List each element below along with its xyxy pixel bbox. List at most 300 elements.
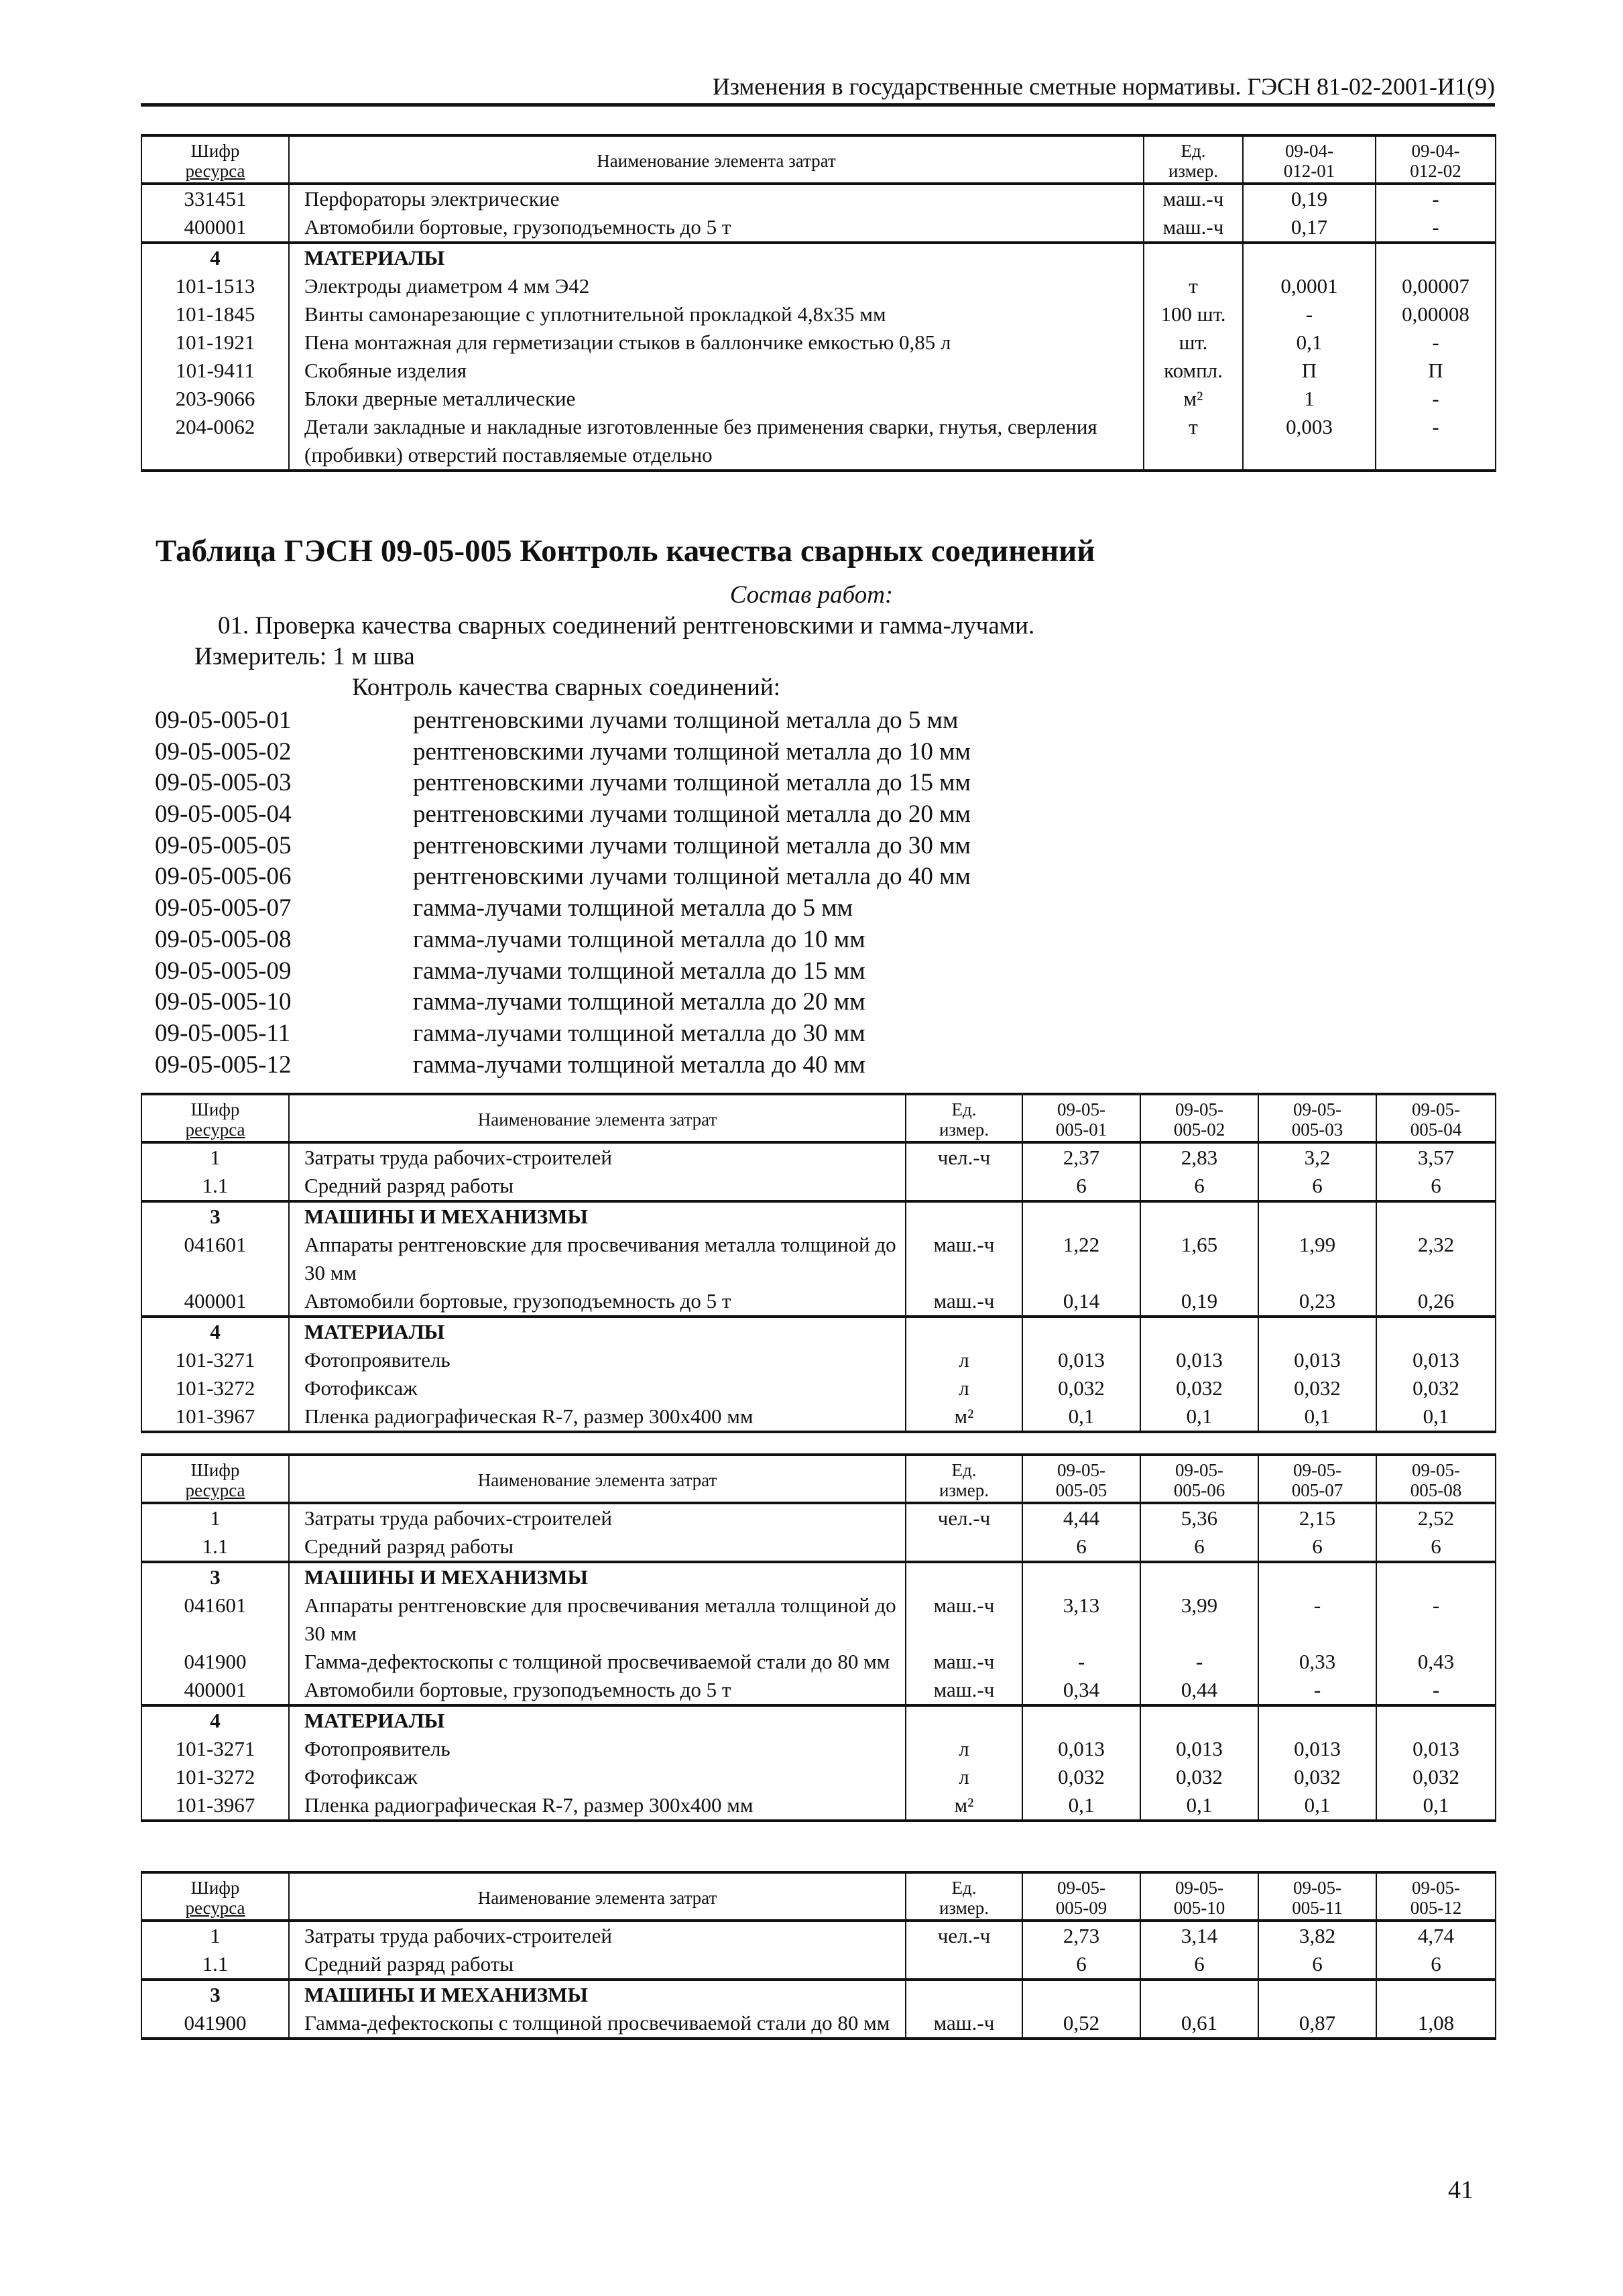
header-norm-line2: 005-07 — [1291, 1480, 1343, 1500]
resource-name: МАШИНЫ И МЕХАНИЗМЫ — [289, 1562, 906, 1591]
value-cell: 0,032 — [1258, 1374, 1376, 1402]
section-row — [141, 1201, 1496, 1231]
value-cell: - — [1243, 300, 1376, 328]
table-row — [141, 1921, 1496, 1950]
table-row — [141, 328, 1496, 357]
header-norm-line1: 09-04- — [1411, 141, 1460, 161]
value-cell: 6 — [1376, 1950, 1496, 1980]
header-norm-line1: 09-05- — [1175, 1099, 1223, 1120]
value-cell: 0,003 — [1243, 413, 1376, 471]
value-cell: 0,032 — [1022, 1374, 1140, 1402]
header-norm-code — [1258, 1872, 1376, 1921]
resource-name: Фотофиксаж — [289, 1763, 906, 1791]
header-norm-line1: 09-05- — [1412, 1878, 1460, 1898]
value-cell: 1,22 — [1022, 1231, 1140, 1287]
value-cell: 4,74 — [1376, 1921, 1496, 1950]
resource-name: Электроды диаметром 4 мм Э42 — [289, 272, 1144, 300]
table-row — [141, 385, 1496, 413]
unit-cell — [906, 1980, 1022, 2009]
table-row — [141, 1676, 1496, 1705]
unit-cell — [906, 1950, 1022, 1980]
norm-code: 09-05-005-11 — [155, 1019, 291, 1047]
value-cell: - — [1376, 1676, 1496, 1705]
resource-code: 3 — [141, 1980, 289, 2009]
header-name: Наименование элемента затрат — [289, 1872, 906, 1921]
resource-code: 1 — [141, 1921, 289, 1950]
header-norm-line2: 005-02 — [1173, 1120, 1225, 1140]
unit-cell: м² — [906, 1402, 1022, 1432]
table-row — [141, 1142, 1496, 1172]
header-norm-line2: 005-12 — [1410, 1898, 1462, 1918]
norm-item — [155, 893, 971, 924]
header-norm-code — [1376, 1872, 1496, 1921]
value-cell: - — [1258, 1591, 1376, 1648]
resource-name: Перфораторы электрические — [289, 184, 1144, 213]
resource-code: 1 — [141, 1503, 289, 1532]
header-code-line2: ресурса — [185, 1480, 245, 1500]
header-code — [141, 135, 289, 184]
table-row — [141, 1532, 1496, 1562]
value-cell — [1376, 1317, 1496, 1346]
resource-name: Автомобили бортовые, грузоподъемность до 5 т — [289, 1676, 906, 1705]
resource-table-09-05-005-01-04 — [141, 1093, 1496, 1433]
resource-name: Затраты труда рабочих-строителей — [289, 1921, 906, 1950]
resource-code: 4 — [141, 1705, 289, 1735]
unit-cell: т — [1144, 272, 1243, 300]
header-row — [141, 1094, 1496, 1142]
resource-code: 041601 — [141, 1231, 289, 1287]
unit-cell — [906, 1705, 1022, 1735]
header-code — [141, 1094, 289, 1142]
unit-cell: л — [906, 1735, 1022, 1763]
header-norm-code — [1243, 135, 1376, 184]
norm-item — [155, 1018, 971, 1050]
value-cell: 0,43 — [1376, 1648, 1496, 1676]
value-cell: 0,013 — [1258, 1735, 1376, 1763]
norm-description: рентгеновскими лучами толщиной металла до 40 мм — [413, 863, 971, 891]
table-row — [141, 1172, 1496, 1201]
value-cell: 0,1 — [1022, 1402, 1140, 1432]
value-cell: 0,013 — [1022, 1346, 1140, 1374]
table-row — [141, 1346, 1496, 1374]
value-cell: 0,17 — [1243, 213, 1376, 243]
value-cell: 0,61 — [1140, 2009, 1258, 2039]
norm-description: гамма-лучами толщиной металла до 10 мм — [413, 925, 865, 953]
resource-name: Средний разряд работы — [289, 1950, 906, 1980]
header-norm-line2: 005-03 — [1291, 1120, 1343, 1140]
value-cell: 0,19 — [1140, 1287, 1258, 1317]
value-cell: - — [1140, 1648, 1258, 1676]
norm-item — [155, 1050, 971, 1081]
resource-code: 400001 — [141, 1287, 289, 1317]
value-cell: 2,32 — [1376, 1231, 1496, 1287]
header-norm-line1: 09-05- — [1057, 1099, 1105, 1120]
norm-item — [155, 737, 971, 768]
resource-code: 3 — [141, 1201, 289, 1231]
header-norm-line2: 012-02 — [1410, 161, 1461, 181]
unit-cell — [906, 1562, 1022, 1591]
unit-cell — [906, 1172, 1022, 1201]
header-norm-line1: 09-05- — [1412, 1099, 1460, 1120]
unit-cell: шт. — [1144, 328, 1243, 357]
value-cell: 0,013 — [1140, 1735, 1258, 1763]
value-cell: 3,2 — [1258, 1142, 1376, 1172]
composition-label: Состав работ: — [729, 581, 894, 609]
header-norm-line2: 005-10 — [1173, 1898, 1225, 1918]
norm-item — [155, 956, 971, 987]
value-cell: 0,1 — [1376, 1402, 1496, 1432]
norm-code: 09-05-005-09 — [155, 957, 292, 985]
norm-description: гамма-лучами толщиной металла до 5 мм — [413, 894, 853, 922]
resource-code: 041900 — [141, 2009, 289, 2039]
value-cell — [1376, 1705, 1496, 1735]
resource-code: 101-3272 — [141, 1763, 289, 1791]
resource-name: Гамма-дефектоскопы с толщиной просвечиваемой стали до 80 мм — [289, 1648, 906, 1676]
table-row — [141, 1648, 1496, 1676]
resource-name: Автомобили бортовые, грузоподъемность до 5 т — [289, 1287, 906, 1317]
value-cell: 2,73 — [1022, 1921, 1140, 1950]
value-cell — [1376, 243, 1496, 272]
value-cell: 0,013 — [1140, 1346, 1258, 1374]
unit-cell: маш.-ч — [906, 1676, 1022, 1705]
norm-code: 09-05-005-03 — [155, 769, 292, 797]
header-norm-line1: 09-05- — [1057, 1878, 1105, 1898]
value-cell — [1022, 1705, 1140, 1735]
value-cell: 0,87 — [1258, 2009, 1376, 2039]
unit-cell: маш.-ч — [906, 1287, 1022, 1317]
resource-name: Затраты труда рабочих-строителей — [289, 1503, 906, 1532]
resource-code: 3 — [141, 1562, 289, 1591]
norm-description: гамма-лучами толщиной металла до 20 мм — [413, 988, 865, 1016]
header-unit-line2: измер. — [1168, 161, 1219, 181]
value-cell: - — [1376, 328, 1496, 357]
resource-code: 4 — [141, 1317, 289, 1346]
resource-table-09-05-005-09-12 — [141, 1871, 1496, 2040]
resource-name: МАТЕРИАЛЫ — [289, 243, 1144, 272]
value-cell: 0,00008 — [1376, 300, 1496, 328]
value-cell: 0,1 — [1022, 1791, 1140, 1821]
value-cell: 3,57 — [1376, 1142, 1496, 1172]
header-row — [141, 135, 1496, 184]
header-row — [141, 1872, 1496, 1921]
unit-cell: маш.-ч — [906, 1231, 1022, 1287]
norm-item — [155, 987, 971, 1018]
norm-code: 09-05-005-06 — [155, 863, 292, 891]
value-cell: 6 — [1022, 1950, 1140, 1980]
value-cell: 0,032 — [1140, 1763, 1258, 1791]
value-cell: 6 — [1140, 1950, 1258, 1980]
value-cell: 0,013 — [1376, 1735, 1496, 1763]
unit-cell: компл. — [1144, 357, 1243, 385]
header-norm-code — [1258, 1455, 1376, 1503]
header-code-line1: Шифр — [190, 1878, 240, 1898]
header-norm-line2: 005-08 — [1410, 1480, 1462, 1500]
value-cell: 0,013 — [1376, 1346, 1496, 1374]
unit-cell — [1144, 243, 1243, 272]
header-norm-code — [1140, 1455, 1258, 1503]
resource-name: Винты самонарезающие с уплотнительной прокладкой 4,8х35 мм — [289, 300, 1144, 328]
page-number: 41 — [1448, 2176, 1474, 2204]
resource-code: 101-3967 — [141, 1791, 289, 1821]
header-unit-line2: измер. — [939, 1480, 989, 1500]
header-unit-line2: измер. — [939, 1120, 989, 1140]
value-cell: 6 — [1258, 1950, 1376, 1980]
norm-code: 09-05-005-08 — [155, 925, 292, 953]
value-cell: 3,14 — [1140, 1921, 1258, 1950]
unit-cell — [906, 1317, 1022, 1346]
header-unit — [906, 1094, 1022, 1142]
norm-item — [155, 799, 971, 831]
resource-table-09-04-012 — [141, 134, 1496, 472]
value-cell: 0,26 — [1376, 1287, 1496, 1317]
resource-name: Средний разряд работы — [289, 1532, 906, 1562]
resource-code: 101-3272 — [141, 1374, 289, 1402]
table-row — [141, 1402, 1496, 1432]
table-row — [141, 2009, 1496, 2039]
table-row — [141, 213, 1496, 243]
value-cell: 0,032 — [1140, 1374, 1258, 1402]
header-code-line2: ресурса — [185, 1120, 245, 1140]
value-cell — [1022, 1317, 1140, 1346]
value-cell: 1,08 — [1376, 2009, 1496, 2039]
resource-name: МАШИНЫ И МЕХАНИЗМЫ — [289, 1980, 906, 2009]
table-row — [141, 1231, 1496, 1287]
section-row — [141, 243, 1496, 272]
header-norm-code — [1022, 1455, 1140, 1503]
norm-item — [155, 861, 971, 893]
header-name: Наименование элемента затрат — [289, 135, 1144, 184]
resource-name: МАШИНЫ И МЕХАНИЗМЫ — [289, 1201, 906, 1231]
section-row — [141, 1562, 1496, 1591]
value-cell: 2,52 — [1376, 1503, 1496, 1532]
resource-table-09-05-005-05-08 — [141, 1453, 1496, 1822]
header-unit — [906, 1872, 1022, 1921]
header-unit-line1: Ед. — [1181, 141, 1206, 161]
resource-name: Средний разряд работы — [289, 1172, 906, 1201]
unit-cell: л — [906, 1374, 1022, 1402]
value-cell — [1376, 1562, 1496, 1591]
resource-name: Блоки дверные металлические — [289, 385, 1144, 413]
table-row — [141, 1791, 1496, 1821]
value-cell: 0,1 — [1140, 1791, 1258, 1821]
value-cell — [1243, 243, 1376, 272]
value-cell: 2,37 — [1022, 1142, 1140, 1172]
resource-code: 331451 — [141, 184, 289, 213]
unit-cell: маш.-ч — [906, 1591, 1022, 1648]
norm-description: рентгеновскими лучами толщиной металла до 20 мм — [413, 800, 971, 829]
value-cell: 0,1 — [1140, 1402, 1258, 1432]
header-norm-line2: 005-05 — [1055, 1480, 1107, 1500]
value-cell: 6 — [1022, 1532, 1140, 1562]
resource-code: 101-1513 — [141, 272, 289, 300]
section-row — [141, 1980, 1496, 2009]
header-norm-line1: 09-05- — [1412, 1460, 1460, 1480]
value-cell: 0,032 — [1376, 1374, 1496, 1402]
value-cell: 0,032 — [1258, 1763, 1376, 1791]
value-cell: 0,1 — [1258, 1791, 1376, 1821]
value-cell — [1140, 1562, 1258, 1591]
resource-code: 400001 — [141, 1676, 289, 1705]
value-cell — [1140, 1201, 1258, 1231]
norm-item — [155, 768, 971, 799]
header-norm-line1: 09-05- — [1293, 1878, 1341, 1898]
header-unit-line2: измер. — [939, 1898, 989, 1918]
value-cell: П — [1376, 357, 1496, 385]
table-row — [141, 1503, 1496, 1532]
measure-unit: Измеритель: 1 м шва — [194, 643, 415, 670]
resource-name: МАТЕРИАЛЫ — [289, 1705, 906, 1735]
unit-cell: т — [1144, 413, 1243, 471]
table-row — [141, 413, 1496, 471]
running-header: Изменения в государственные сметные нормативы. ГЭСН 81-02-2001-И1(9) — [141, 72, 1495, 107]
unit-cell: л — [906, 1346, 1022, 1374]
unit-cell: чел.-ч — [906, 1921, 1022, 1950]
section-row — [141, 1317, 1496, 1346]
value-cell — [1022, 1201, 1140, 1231]
unit-cell: м² — [1144, 385, 1243, 413]
header-norm-code — [1376, 135, 1496, 184]
value-cell: 0,19 — [1243, 184, 1376, 213]
header-norm-line1: 09-05- — [1175, 1878, 1223, 1898]
norm-code: 09-05-005-02 — [155, 737, 292, 766]
value-cell: 3,82 — [1258, 1921, 1376, 1950]
resource-name: МАТЕРИАЛЫ — [289, 1317, 906, 1346]
value-cell: 0,33 — [1258, 1648, 1376, 1676]
table-row — [141, 272, 1496, 300]
value-cell: 0,013 — [1022, 1735, 1140, 1763]
header-code-line2: ресурса — [185, 1898, 245, 1918]
value-cell: 6 — [1022, 1172, 1140, 1201]
header-norm-line1: 09-05- — [1175, 1460, 1223, 1480]
value-cell: - — [1258, 1676, 1376, 1705]
header-name: Наименование элемента затрат — [289, 1455, 906, 1503]
value-cell: - — [1376, 385, 1496, 413]
unit-cell — [906, 1201, 1022, 1231]
header-code-line1: Шифр — [190, 141, 240, 161]
resource-code: 203-9066 — [141, 385, 289, 413]
section-title: Таблица ГЭСН 09-05-005 Контроль качества сварных соединений — [156, 534, 1095, 568]
value-cell — [1140, 1317, 1258, 1346]
resource-name: Фотофиксаж — [289, 1374, 906, 1402]
value-cell: 0,1 — [1376, 1791, 1496, 1821]
norm-description: рентгеновскими лучами толщиной металла до 30 мм — [413, 831, 971, 859]
value-cell: 6 — [1140, 1532, 1258, 1562]
resource-name: Детали закладные и накладные изготовленные без применения сварки, гнутья, сверления (пробивки) отверстий поставляемые отдельно — [289, 413, 1144, 471]
header-unit — [906, 1455, 1022, 1503]
value-cell — [1258, 1980, 1376, 2009]
value-cell: 0,1 — [1258, 1402, 1376, 1432]
value-cell — [1258, 1201, 1376, 1231]
norm-item — [155, 831, 971, 862]
unit-cell: м² — [906, 1791, 1022, 1821]
resource-name: Автомобили бортовые, грузоподъемность до 5 т — [289, 213, 1144, 243]
header-norm-code — [1258, 1094, 1376, 1142]
value-cell: 0,44 — [1140, 1676, 1258, 1705]
header-code-line2: ресурса — [185, 161, 245, 181]
table-row — [141, 184, 1496, 213]
header-norm-line1: 09-04- — [1285, 141, 1333, 161]
header-norm-line2: 012-01 — [1283, 161, 1335, 181]
header-norm-line2: 005-09 — [1055, 1898, 1107, 1918]
unit-cell: маш.-ч — [906, 1648, 1022, 1676]
value-cell: 0,14 — [1022, 1287, 1140, 1317]
norm-code: 09-05-005-04 — [155, 800, 292, 829]
resource-code: 1.1 — [141, 1950, 289, 1980]
norm-code: 09-05-005-05 — [155, 831, 292, 859]
resource-code: 1.1 — [141, 1172, 289, 1201]
value-cell: 0,032 — [1376, 1763, 1496, 1791]
value-cell: П — [1243, 357, 1376, 385]
header-norm-line1: 09-05- — [1293, 1099, 1341, 1120]
table-row — [141, 1763, 1496, 1791]
header-norm-line1: 09-05- — [1057, 1460, 1105, 1480]
header-norm-code — [1022, 1094, 1140, 1142]
resource-code: 400001 — [141, 213, 289, 243]
header-name: Наименование элемента затрат — [289, 1094, 906, 1142]
table-row — [141, 1735, 1496, 1763]
header-unit — [1144, 135, 1243, 184]
norm-description: рентгеновскими лучами толщиной металла до 10 мм — [413, 737, 971, 766]
norm-code: 09-05-005-01 — [155, 707, 292, 734]
norm-item — [155, 705, 971, 737]
value-cell — [1376, 1980, 1496, 2009]
value-cell: 6 — [1258, 1172, 1376, 1201]
header-code-line1: Шифр — [190, 1099, 240, 1120]
value-cell: 0,34 — [1022, 1676, 1140, 1705]
header-code — [141, 1455, 289, 1503]
resource-name: Пленка радиографическая R-7, размер 300х400 мм — [289, 1791, 906, 1821]
resource-code: 101-1845 — [141, 300, 289, 328]
value-cell — [1376, 1201, 1496, 1231]
header-norm-code — [1140, 1872, 1258, 1921]
table-row — [141, 1374, 1496, 1402]
header-code — [141, 1872, 289, 1921]
resource-name: Аппараты рентгеновские для просвечивания металла толщиной до 30 мм — [289, 1591, 906, 1648]
header-unit-line1: Ед. — [951, 1878, 977, 1898]
value-cell: 1,99 — [1258, 1231, 1376, 1287]
value-cell: 1,65 — [1140, 1231, 1258, 1287]
table-row — [141, 1591, 1496, 1648]
resource-code: 204-0062 — [141, 413, 289, 471]
resource-code: 1 — [141, 1142, 289, 1172]
value-cell: - — [1022, 1648, 1140, 1676]
value-cell: - — [1376, 1591, 1496, 1648]
value-cell: 0,032 — [1022, 1763, 1140, 1791]
value-cell: 4,44 — [1022, 1503, 1140, 1532]
value-cell — [1140, 1980, 1258, 2009]
value-cell: 1 — [1243, 385, 1376, 413]
norm-code: 09-05-005-10 — [155, 988, 292, 1016]
table-row — [141, 1950, 1496, 1980]
value-cell: 0,23 — [1258, 1287, 1376, 1317]
value-cell: 3,13 — [1022, 1591, 1140, 1648]
value-cell: 2,15 — [1258, 1503, 1376, 1532]
value-cell: 2,83 — [1140, 1142, 1258, 1172]
value-cell: 5,36 — [1140, 1503, 1258, 1532]
value-cell: 6 — [1140, 1172, 1258, 1201]
table-row — [141, 357, 1496, 385]
header-code-line1: Шифр — [190, 1460, 240, 1480]
resource-code: 101-1921 — [141, 328, 289, 357]
resource-code: 041601 — [141, 1591, 289, 1648]
value-cell: - — [1376, 413, 1496, 471]
unit-cell: маш.-ч — [906, 2009, 1022, 2039]
value-cell: 0,52 — [1022, 2009, 1140, 2039]
value-cell: 6 — [1258, 1532, 1376, 1562]
resource-name: Пленка радиографическая R-7, размер 300х400 мм — [289, 1402, 906, 1432]
norm-code: 09-05-005-12 — [155, 1050, 292, 1079]
resource-code: 041900 — [141, 1648, 289, 1676]
